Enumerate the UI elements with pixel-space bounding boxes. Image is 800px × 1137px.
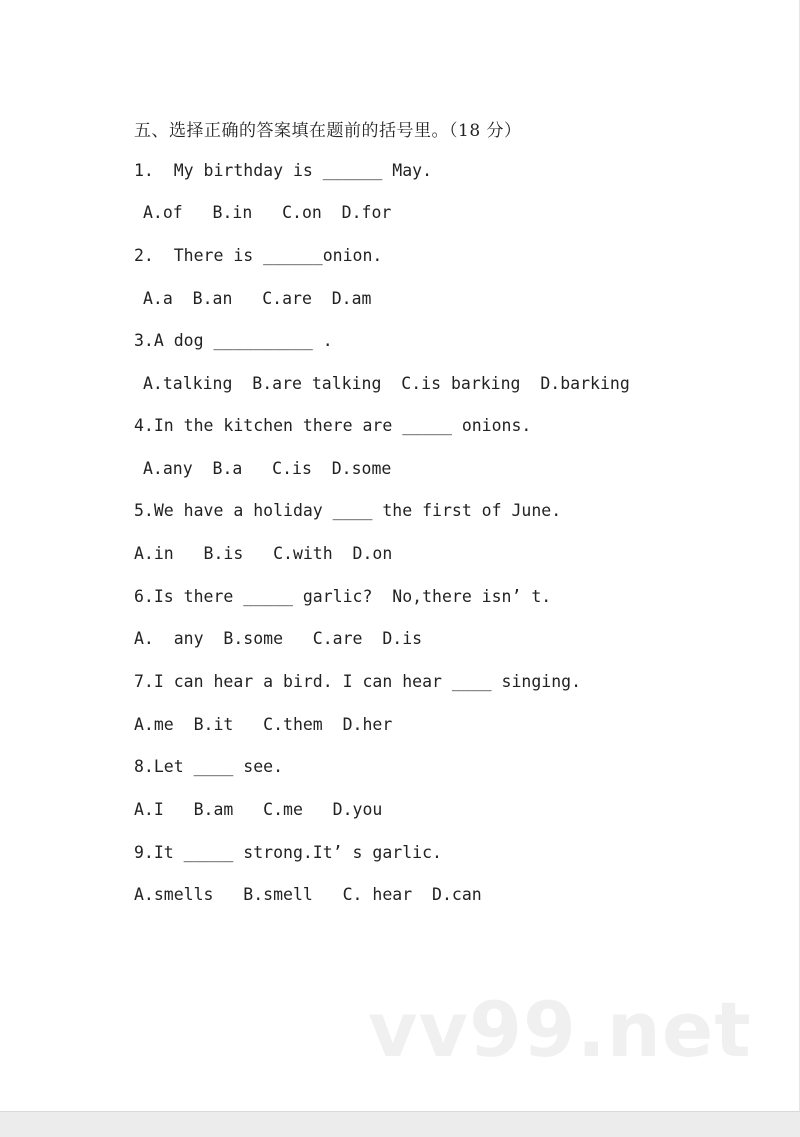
- watermark: vv99.net: [368, 985, 752, 1074]
- question-7-options: A.me B.it C.them D.her: [134, 715, 393, 734]
- question-6: 6.Is there _____ garlic? No,there isn’ t.: [134, 587, 552, 606]
- question-7: 7.I can hear a bird. I can hear ____ singing.: [134, 672, 582, 691]
- question-9-options: A.smells B.smell C. hear D.can: [134, 885, 482, 904]
- question-4-options: A.any B.a C.is D.some: [143, 459, 392, 478]
- question-3: 3.A dog __________ .: [134, 331, 333, 350]
- question-6-options: A. any B.some C.are D.is: [134, 629, 423, 648]
- question-8-options: A.I B.am C.me D.you: [134, 800, 383, 819]
- question-2-options: A.a B.an C.are D.am: [143, 289, 372, 308]
- section-title: 五、选择正确的答案填在题前的括号里。（18 分）: [134, 121, 522, 141]
- question-3-options: A.talking B.are talking C.is barking D.barking: [143, 374, 630, 393]
- question-8: 8.Let ____ see.: [134, 757, 284, 776]
- question-9: 9.It _____ strong.It’ s garlic.: [134, 843, 442, 862]
- question-1-options: A.of B.in C.on D.for: [143, 203, 392, 222]
- question-4: 4.In the kitchen there are _____ onions.: [134, 416, 532, 435]
- question-5-options: A.in B.is C.with D.on: [134, 544, 393, 563]
- question-2: 2. There is ______onion.: [134, 246, 383, 265]
- question-1: 1. My birthday is ______ May.: [134, 161, 433, 180]
- page-gap-strip: [0, 1112, 800, 1137]
- question-5: 5.We have a holiday ____ the first of June.: [134, 501, 562, 520]
